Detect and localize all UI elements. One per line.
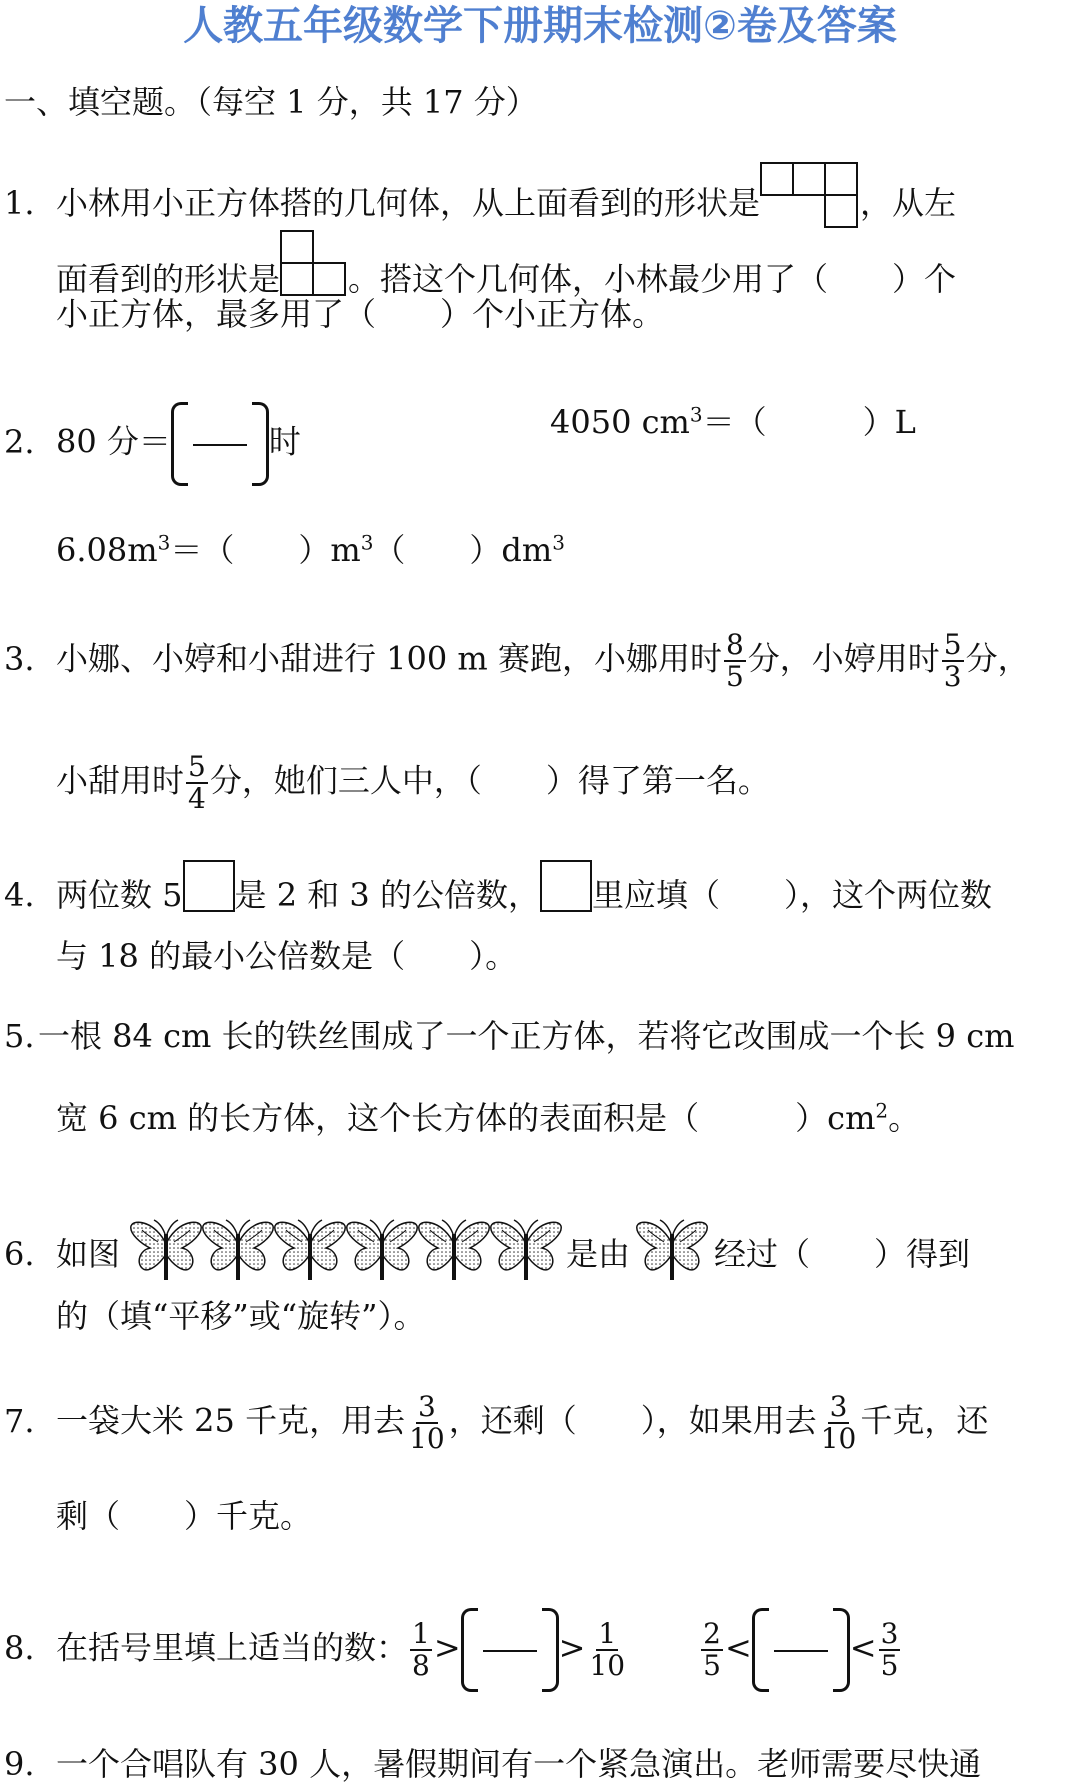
question-text: 一袋大米 25 千克，用去 [56, 1401, 406, 1440]
comparison-sign: < [724, 1628, 752, 1667]
comparison-sign: < [849, 1628, 877, 1667]
butterfly-figure [634, 1214, 710, 1299]
question-1-line-2 [56, 230, 956, 299]
question-text: 在括号里填上适当的数： [56, 1628, 409, 1667]
fraction: $\frac{1}{10}$ [589, 1617, 626, 1682]
butterfly-icon [416, 1214, 492, 1299]
question-text: 小甜用时 [56, 761, 185, 800]
question-text: ，还剩（ ），如果用去 [448, 1401, 817, 1440]
butterfly-icon [488, 1214, 564, 1299]
question-8-line-1 [4, 1608, 902, 1692]
question-7-line-2: 剩（ ）千克。 [56, 1497, 313, 1535]
blank-square [183, 860, 235, 912]
question-number: 5. [4, 1017, 35, 1055]
question-7-line-1 [4, 1392, 988, 1454]
question-5-line-1 [4, 1016, 1014, 1056]
question-text: 80 分＝ [56, 422, 171, 461]
question-text: ＝（ ）m [170, 531, 361, 569]
question-text: 小娜、小婷和小甜进行 100 m 赛跑，小娜用时 [56, 639, 722, 678]
fraction: $\frac{8}{5}$ [725, 628, 744, 693]
question-2-item-2 [550, 402, 916, 442]
question-1-line-1 [4, 162, 956, 228]
question-4-line-2: 与 18 的最小公倍数是（ ）。 [56, 937, 518, 975]
question-number: 4. [4, 876, 35, 914]
fraction: $\frac{1}{8}$ [412, 1617, 430, 1682]
question-text: 一个合唱队有 30 人，暑假期间有一个紧急演出。老师需要尽快通 [56, 1745, 982, 1783]
question-number: 1. [4, 184, 35, 222]
question-text: 是 2 和 3 的公倍数， [234, 876, 540, 914]
question-text: 分，小婷用时 [747, 639, 940, 678]
butterfly-icon [634, 1214, 710, 1299]
fraction: $\frac{2}{5}$ [703, 1617, 721, 1682]
question-text: 分，她们三人中，（ ）得了第一名。 [209, 761, 770, 800]
question-9-line-1 [4, 1744, 981, 1784]
superscript: 3 [689, 402, 703, 427]
top-view-figure [760, 162, 860, 228]
fraction: $\frac{5}{3}$ [943, 628, 962, 693]
question-text: 。 [888, 1099, 921, 1137]
fraction: $\frac{3}{10}$ [820, 1390, 857, 1455]
question-text: 一根 84 cm 长的铁丝围成了一个正方体，若将它改围成一个长 9 cm [38, 1017, 1015, 1055]
section-heading: 一、填空题。（每空 1 分，共 17 分） [4, 83, 538, 121]
question-text: 6.08m [56, 531, 158, 569]
superscript: 3 [360, 530, 374, 555]
blank-fraction-bracket [752, 1608, 850, 1692]
question-number: 3. [4, 639, 35, 678]
fraction: $\frac{3}{5}$ [880, 1617, 899, 1682]
comparison-sign: > [433, 1628, 461, 1667]
question-4-line-1 [4, 860, 992, 915]
question-text: 里应填（ ），这个两位数 [591, 876, 992, 914]
butterfly-icon [272, 1214, 348, 1299]
question-text: 千克，还 [860, 1401, 989, 1440]
question-6-line-2: 的（填“平移”或“旋转”）。 [56, 1297, 426, 1335]
fraction: $\frac{3}{10}$ [409, 1390, 445, 1455]
question-number: 2. [4, 422, 35, 461]
question-number: 8. [4, 1628, 35, 1667]
fraction: $\frac{5}{4}$ [188, 750, 206, 815]
question-number: 9. [4, 1745, 35, 1783]
left-view-figure [280, 230, 348, 296]
question-text: 是由 [566, 1235, 631, 1273]
question-number: 6. [4, 1235, 35, 1273]
page-title: 人教五年级数学下册期末检测②卷及答案 [183, 3, 897, 49]
question-text: 分， [965, 639, 1030, 678]
question-number: 7. [4, 1401, 35, 1440]
question-1-line-3: 小正方体，最多用了（ ）个小正方体。 [56, 295, 665, 333]
question-text: ，从左 [860, 184, 957, 222]
superscript: 2 [875, 1098, 889, 1123]
butterfly-row-figure [128, 1214, 560, 1299]
question-text: 。搭这个几何体，小林最少用了（ ）个 [348, 260, 957, 298]
butterfly-icon [344, 1214, 420, 1299]
question-text: 如图 [56, 1235, 121, 1273]
question-3-line-1 [4, 630, 1030, 692]
question-6-line-1 [4, 1214, 970, 1299]
blank-square [540, 860, 592, 912]
question-2-line-1 [4, 402, 301, 486]
question-2-line-2 [56, 530, 565, 570]
question-text: 宽 6 cm 的长方体，这个长方体的表面积是（ ）cm [56, 1099, 876, 1137]
blank-fraction-bracket [171, 402, 269, 486]
comparison-sign: > [558, 1628, 586, 1667]
question-text: 4050 cm [550, 403, 690, 441]
question-text: 经过（ ）得到 [714, 1235, 971, 1273]
butterfly-icon [128, 1214, 204, 1299]
question-text: 面看到的形状是 [56, 260, 281, 298]
superscript: 3 [552, 530, 565, 555]
question-text: 小林用小正方体搭的几何体，从上面看到的形状是 [56, 184, 761, 222]
question-text: （ ）dm [373, 531, 553, 569]
question-5-line-2 [56, 1098, 920, 1138]
butterfly-icon [200, 1214, 276, 1299]
question-3-line-2 [56, 752, 770, 814]
question-text: 时 [268, 422, 301, 461]
question-text: ＝（ ）L [702, 403, 916, 441]
blank-fraction-bracket [461, 1608, 559, 1692]
question-text: 两位数 5 [56, 876, 183, 914]
superscript: 3 [157, 530, 171, 555]
